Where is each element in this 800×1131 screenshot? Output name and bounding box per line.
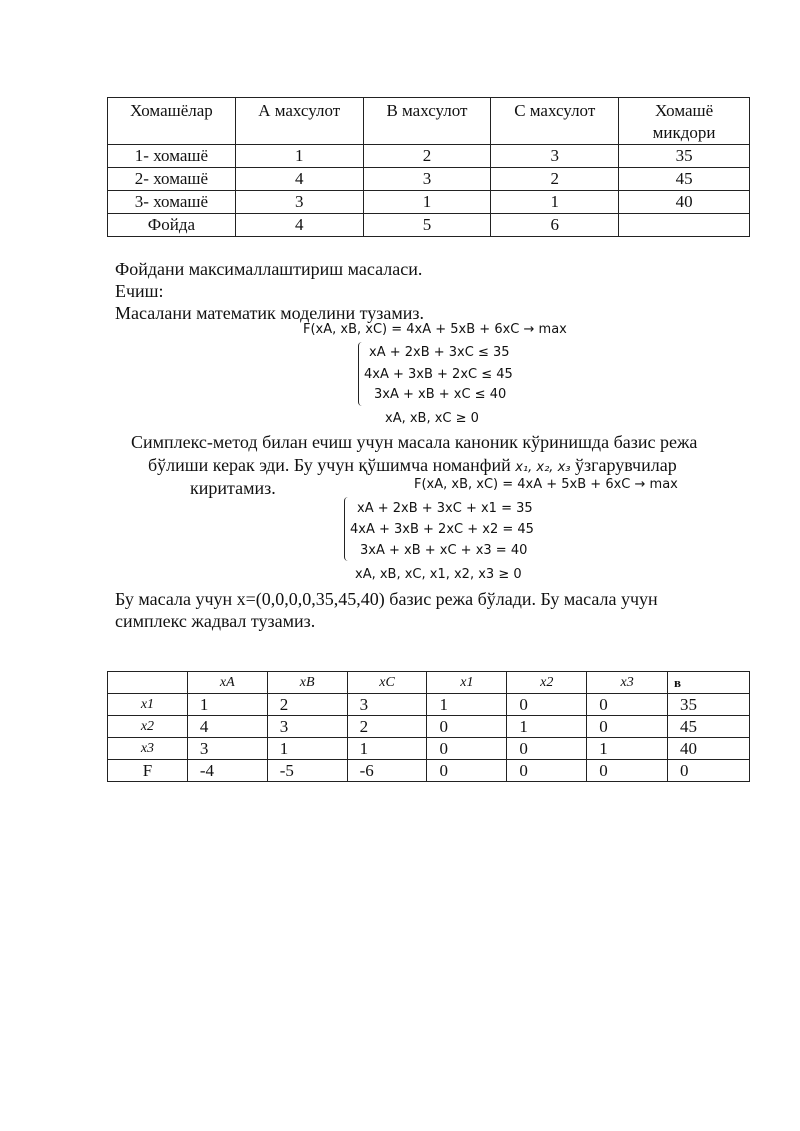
table-cell: 0: [507, 694, 587, 716]
table-cell: 0: [507, 738, 587, 760]
table-row: [108, 760, 750, 782]
header-cell: xA: [187, 672, 267, 694]
table-cell: 2: [363, 145, 491, 168]
model-sentence: Масалани математик моделини тузамиз.: [115, 303, 425, 323]
table-cell: 1- хомашё: [108, 145, 236, 168]
header-cell: Хомашё микдори: [619, 98, 750, 145]
row-header: x3: [108, 738, 188, 760]
table-cell: 1: [267, 738, 347, 760]
header-cell: x3: [587, 672, 668, 694]
header-cell: А махсулот: [235, 98, 363, 145]
table-row: [108, 738, 750, 760]
header-cell: x1: [427, 672, 507, 694]
system-brace: [344, 497, 349, 561]
row-header: x2: [108, 716, 188, 738]
table-cell: 1: [187, 694, 267, 716]
canonical-constraint-3: 3xA + xB + xC + x3 = 40: [360, 543, 528, 558]
table-cell: 0: [507, 760, 587, 782]
table-cell: 3: [235, 191, 363, 214]
table-cell: 2- хомашё: [108, 168, 236, 191]
table-cell: 0: [587, 694, 668, 716]
simplex-text-line1: Симплекс-метод билан ечиш учун масала каноник кўринишда базис режа: [131, 432, 698, 452]
table-cell: -6: [347, 760, 427, 782]
row-header: F: [108, 760, 188, 782]
table-cell: 3- хомашё: [108, 191, 236, 214]
table-row: [108, 168, 750, 191]
table-row: [108, 214, 750, 237]
table-cell: 40: [668, 738, 750, 760]
table-cell: 5: [363, 214, 491, 237]
table-cell: 4: [235, 168, 363, 191]
table-cell: 1: [235, 145, 363, 168]
table-cell: 3: [491, 145, 619, 168]
table-cell: 0: [427, 738, 507, 760]
header-cell: Хомашёлар: [108, 98, 236, 145]
header-cell: в: [668, 672, 750, 694]
header-cell: С махсулот: [491, 98, 619, 145]
table-cell: 2: [491, 168, 619, 191]
table-cell: 35: [619, 145, 750, 168]
table-cell: 0: [668, 760, 750, 782]
table-cell: 1: [347, 738, 427, 760]
constraint-3: 3xA + xB + xC ≤ 40: [374, 387, 507, 402]
table-cell: -5: [267, 760, 347, 782]
table-row: [108, 694, 750, 716]
table-header-row: [108, 98, 750, 145]
basis-text-line1: Бу масала учун x=(0,0,0,0,35,45,40) базис режа бўлади. Бу масала учун: [115, 589, 658, 609]
table-cell: 1: [507, 716, 587, 738]
simplex-text-part: ўзгарувчилар: [574, 455, 677, 475]
table-cell: 2: [347, 716, 427, 738]
table-cell: 3: [267, 716, 347, 738]
objective-formula: F(xA, xB, xC) = 4xA + 5xB + 6xC → max: [303, 322, 567, 337]
basis-text-line2: симплекс жадвал тузамиз.: [115, 611, 316, 631]
header-cell: x2: [507, 672, 587, 694]
table-row: [108, 145, 750, 168]
table-cell: 45: [668, 716, 750, 738]
row-header: x1: [108, 694, 188, 716]
system-brace: [358, 342, 363, 406]
table-cell: 1: [427, 694, 507, 716]
solution-label: Ечиш:: [115, 281, 164, 301]
constraint-1: xA + 2xB + 3xC ≤ 35: [369, 345, 510, 360]
nonnegativity-2: xA, xB, xC, x1, x2, x3 ≥ 0: [355, 567, 522, 582]
table-cell: 1: [363, 191, 491, 214]
table-cell: [619, 214, 750, 237]
table-cell: 2: [267, 694, 347, 716]
header-cell: xB: [267, 672, 347, 694]
table-cell: 1: [491, 191, 619, 214]
slack-vars: x₁, x₂, x₃: [515, 460, 571, 475]
table-row: [108, 716, 750, 738]
table-cell: 0: [587, 760, 668, 782]
table-cell: 45: [619, 168, 750, 191]
table-cell: 4: [235, 214, 363, 237]
objective-function-2: F(xA, xB, xC) = 4xA + 5xB + 6xC → max: [414, 477, 678, 492]
constraint-2: 4xA + 3xB + 2xC ≤ 45: [364, 367, 513, 382]
table-cell: 4: [187, 716, 267, 738]
objective-function: [303, 321, 567, 339]
table-row: [108, 191, 750, 214]
resources-table: [107, 97, 750, 237]
simplex-text-part: бўлиши керак эди. Бу учун қўшимча номанфий: [148, 455, 511, 475]
canonical-constraint-1: xA + 2xB + 3xC + x1 = 35: [357, 501, 533, 516]
nonnegativity: xA, xB, xC ≥ 0: [385, 411, 479, 426]
canonical-constraint-2: 4xA + 3xB + 2xC + x2 = 45: [350, 522, 534, 537]
table-cell: 1: [587, 738, 668, 760]
simplex-text-line2: [148, 454, 677, 477]
table-cell: 3: [363, 168, 491, 191]
simplex-table: [107, 671, 750, 782]
table-cell: 0: [427, 716, 507, 738]
table-cell: 3: [347, 694, 427, 716]
problem-title: Фойдани максималлаштириш масаласи.: [115, 259, 423, 279]
table-cell: 40: [619, 191, 750, 214]
header-cell: [108, 672, 188, 694]
simplex-text-line3: киритамиз.: [190, 478, 276, 498]
table-cell: Фойда: [108, 214, 236, 237]
table-cell: 0: [427, 760, 507, 782]
header-cell: xC: [347, 672, 427, 694]
table-header-row: [108, 672, 750, 694]
table-cell: 3: [187, 738, 267, 760]
table-cell: -4: [187, 760, 267, 782]
table-cell: 0: [587, 716, 668, 738]
table-cell: 35: [668, 694, 750, 716]
table-cell: 6: [491, 214, 619, 237]
header-cell: В махсулот: [363, 98, 491, 145]
